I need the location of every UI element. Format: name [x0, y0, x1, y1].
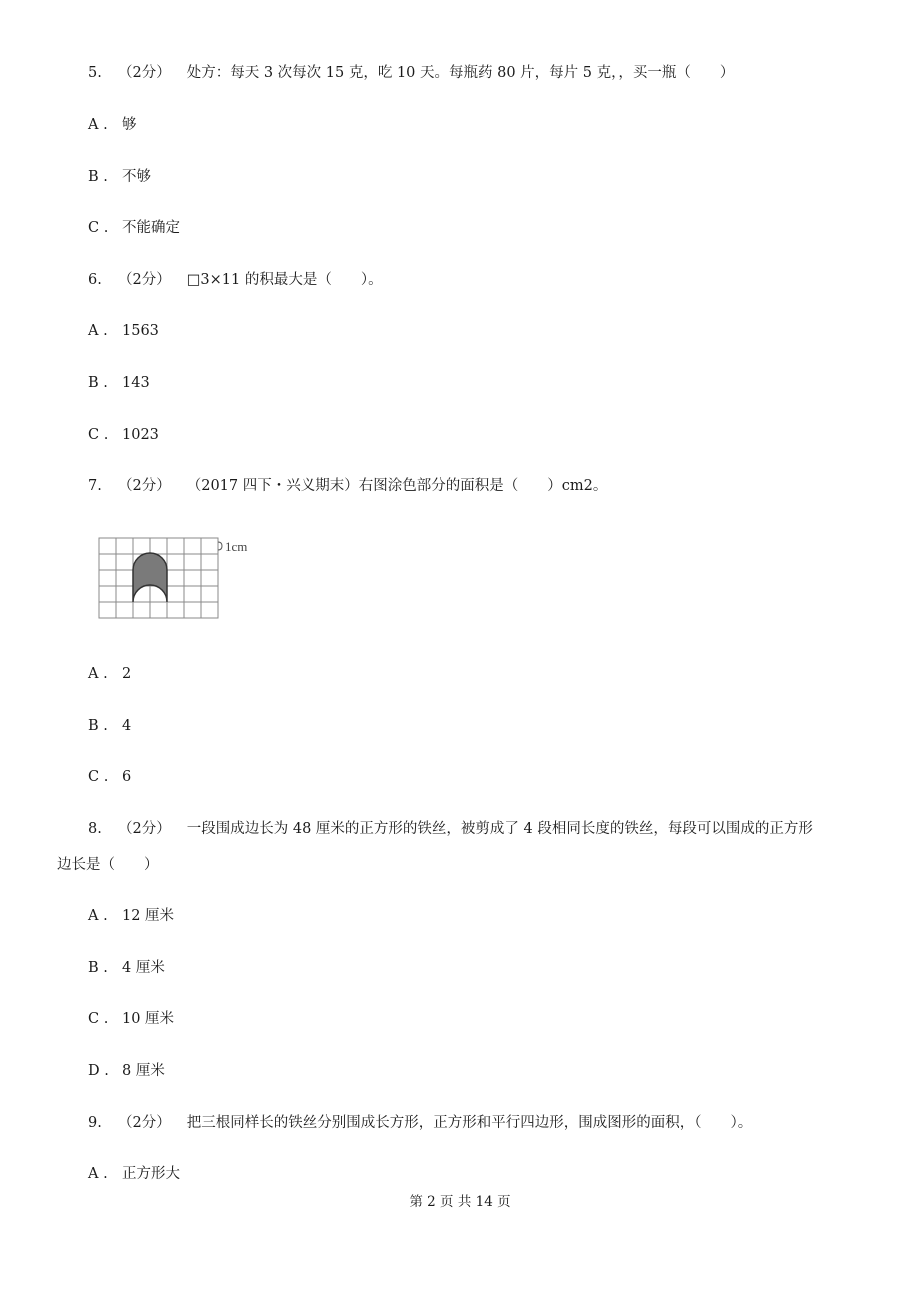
option-a[interactable] [88, 321, 159, 341]
scale-label: 1cm [225, 539, 248, 554]
option-letter: A . [88, 323, 108, 339]
option-text: 不够 [122, 169, 151, 185]
option-a[interactable] [88, 906, 174, 926]
option-a[interactable] [88, 664, 131, 684]
question-score: （2分） [118, 821, 171, 837]
option-text: 8 厘米 [122, 1063, 165, 1079]
option-text: 4 厘米 [122, 960, 165, 976]
question-score: （2分） [118, 65, 171, 81]
question-number: 5. [88, 65, 102, 81]
option-letter: B . [88, 718, 108, 734]
option-b[interactable] [88, 167, 151, 187]
option-text: 4 [122, 718, 132, 734]
option-letter: A . [88, 666, 108, 682]
option-c[interactable] [88, 425, 159, 445]
question-8-stem [88, 819, 813, 839]
option-b[interactable] [88, 958, 165, 978]
grid-figure [97, 535, 262, 621]
option-letter: C . [88, 1011, 109, 1027]
scale-brace [218, 542, 222, 550]
option-text: 2 [122, 666, 132, 682]
question-number: 8. [88, 821, 102, 837]
option-text: 不能确定 [122, 220, 180, 236]
option-letter: B . [88, 960, 108, 976]
question-5-stem [88, 63, 734, 83]
option-letter: B . [88, 375, 108, 391]
question-text: 一段围成边长为 48 厘米的正方形的铁丝，被剪成了 4 段相同长度的铁丝，每段可以围成的正方形 [186, 821, 813, 837]
option-c[interactable] [88, 1009, 174, 1029]
question-9-stem [88, 1113, 752, 1133]
question-text: □3×11 的积最大是（ ）。 [186, 272, 383, 288]
question-text: （2017 四下・兴义期末）右图涂色部分的面积是（ ）cm2。 [186, 478, 608, 494]
option-text: 10 厘米 [122, 1011, 175, 1027]
question-number: 7. [88, 478, 102, 494]
question-number: 6. [88, 272, 102, 288]
question-score: （2分） [118, 1115, 171, 1131]
question-text: 处方：每天 3 次每次 15 克，吃 10 天。每瓶药 80 片，每片 5 克，，买一瓶（ ） [186, 65, 735, 81]
option-c[interactable] [88, 767, 131, 787]
option-d[interactable] [88, 1061, 165, 1081]
option-text: 1563 [122, 323, 159, 339]
option-a[interactable] [88, 115, 137, 135]
option-text: 正方形大 [122, 1166, 180, 1182]
question-number: 9. [88, 1115, 102, 1131]
option-b[interactable] [88, 373, 150, 393]
option-text: 143 [122, 375, 150, 391]
option-letter: C . [88, 427, 109, 443]
option-text: 12 厘米 [122, 908, 175, 924]
question-score: （2分） [118, 272, 171, 288]
option-a[interactable] [88, 1164, 180, 1184]
option-text: 1023 [122, 427, 159, 443]
option-letter: D . [88, 1063, 109, 1079]
question-7-stem [88, 476, 607, 496]
option-letter: B . [88, 169, 108, 185]
option-letter: A . [88, 908, 108, 924]
option-c[interactable] [88, 218, 180, 238]
page-footer: 第 2 页 共 14 页 [409, 1194, 511, 1210]
option-text: 6 [122, 769, 132, 785]
question-text: 把三根同样长的铁丝分别围成长方形，正方形和平行四边形，围成图形的面积，（ ）。 [186, 1115, 753, 1131]
question-8-continuation: 边长是（ ） [57, 857, 159, 873]
option-letter: A . [88, 1166, 108, 1182]
option-letter: A . [88, 117, 108, 133]
question-score: （2分） [118, 478, 171, 494]
option-b[interactable] [88, 716, 131, 736]
option-letter: C . [88, 220, 109, 236]
option-letter: C . [88, 769, 109, 785]
question-6-stem [88, 270, 383, 290]
option-text: 够 [122, 117, 137, 133]
